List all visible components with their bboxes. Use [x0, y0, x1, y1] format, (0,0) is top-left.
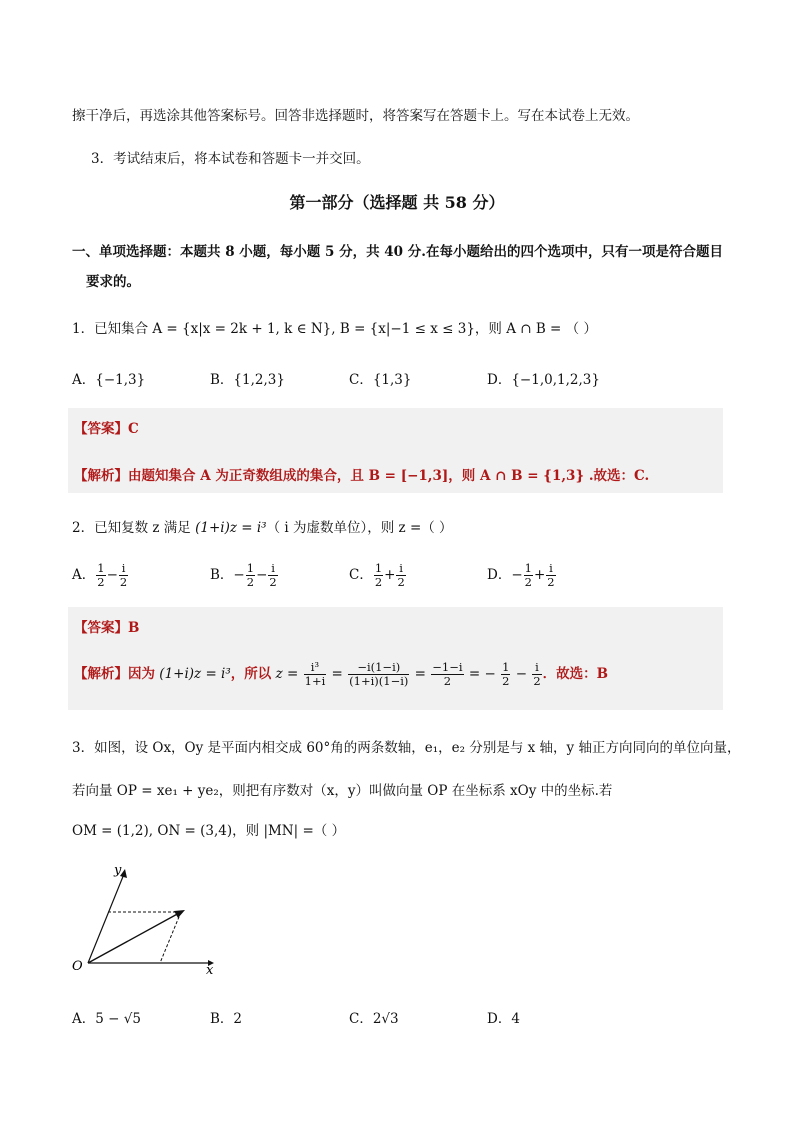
- x-axis-label: x: [206, 963, 214, 978]
- y-axis-label: y: [114, 863, 122, 878]
- q2-option-d[interactable]: D．− $\frac{1}{2}$ + $\frac{i}{2}$: [487, 561, 555, 590]
- q1-analysis: 【解析】由题知集合 A 为正奇数组成的集合，且 B = [−1,3]，则 A ∩ B = {1,3} .故选：C.: [74, 468, 650, 484]
- q1-option-a[interactable]: A．{−1,3}: [72, 372, 146, 388]
- q1-answer: 【答案】C: [74, 421, 139, 437]
- y-axis: [88, 874, 124, 963]
- q3-coordinate-figure: [68, 860, 228, 980]
- q2-option-b[interactable]: B．− $\frac{1}{2}$ − $\frac{i}{2}$: [210, 561, 277, 590]
- q2-answer-box: [68, 607, 723, 710]
- dashed-parallel-y: [160, 912, 181, 963]
- q3-line-1: 3．如图，设 Ox，Oy 是平面内相交成 60°角的两条数轴，e₁，e₂ 分别是与 x 轴，y 轴正方向同向的单位向量，: [72, 740, 741, 756]
- q3-option-c[interactable]: C．2√3: [349, 1011, 399, 1027]
- q1-stem: 1．已知集合 A = {x|x = 2k + 1, k ∈ N}, B = {x|−1 ≤ x ≤ 3}，则 A ∩ B = （ ）: [72, 321, 597, 337]
- q3-line-2: 若向量 OP = xe₁ + ye₂，则把有序数对（x，y）叫做向量 OP 在坐标系 xOy 中的坐标.若: [72, 783, 613, 799]
- q2-analysis: 【解析】因为 (1+i)z = i³，所以 z = $\frac{\text{i³}}{1+i}$ = $\frac{-i(1-i)}{(1+i)(1-i)}$ = $\frac{-1-i}{2}$ = − $\frac{1}{2}$ − $\frac{i}{2}$ ．故选：B: [74, 660, 609, 689]
- q3-option-d[interactable]: D．4: [487, 1011, 520, 1027]
- section-heading-line-2: 要求的。: [86, 274, 140, 290]
- instruction-line-2: 3．考试结束后，将本试卷和答题卡一并交回。: [91, 151, 370, 167]
- q3-option-a[interactable]: A．5 − √5: [72, 1011, 141, 1027]
- q2-option-c[interactable]: C． $\frac{1}{2}$ + $\frac{i}{2}$: [349, 561, 405, 590]
- section-heading-line-1: 一、单项选择题：本题共 8 小题，每小题 5 分，共 40 分.在每小题给出的四个选项中，只有一项是符合题目: [72, 244, 723, 260]
- instruction-line-1: 擦干净后，再选涂其他答案标号。回答非选择题时，将答案写在答题卡上。写在本试卷上无效。: [72, 108, 639, 124]
- q3-option-b[interactable]: B．2: [210, 1011, 243, 1027]
- part-title: 第一部分（选择题 共 58 分）: [289, 193, 505, 212]
- origin-label: O: [72, 959, 83, 974]
- q3-line-3: OM = (1,2), ON = (3,4)，则 |MN| =（ ）: [72, 823, 346, 839]
- vector-op: [88, 912, 181, 963]
- q2-option-a[interactable]: A． $\frac{1}{2}$ − $\frac{i}{2}$: [72, 561, 128, 590]
- q2-stem: 2．已知复数 z 满足 (1+i)z = i³（ i 为虚数单位），则 z =（ ）: [72, 520, 453, 536]
- q1-option-b[interactable]: B．{1,2,3}: [210, 372, 285, 388]
- q2-answer: 【答案】B: [74, 620, 140, 636]
- q1-answer-box: [68, 408, 723, 493]
- q2-options: [72, 562, 712, 598]
- q1-option-d[interactable]: D．{−1,0,1,2,3}: [487, 372, 600, 388]
- q1-option-c[interactable]: C．{1,3}: [349, 372, 412, 388]
